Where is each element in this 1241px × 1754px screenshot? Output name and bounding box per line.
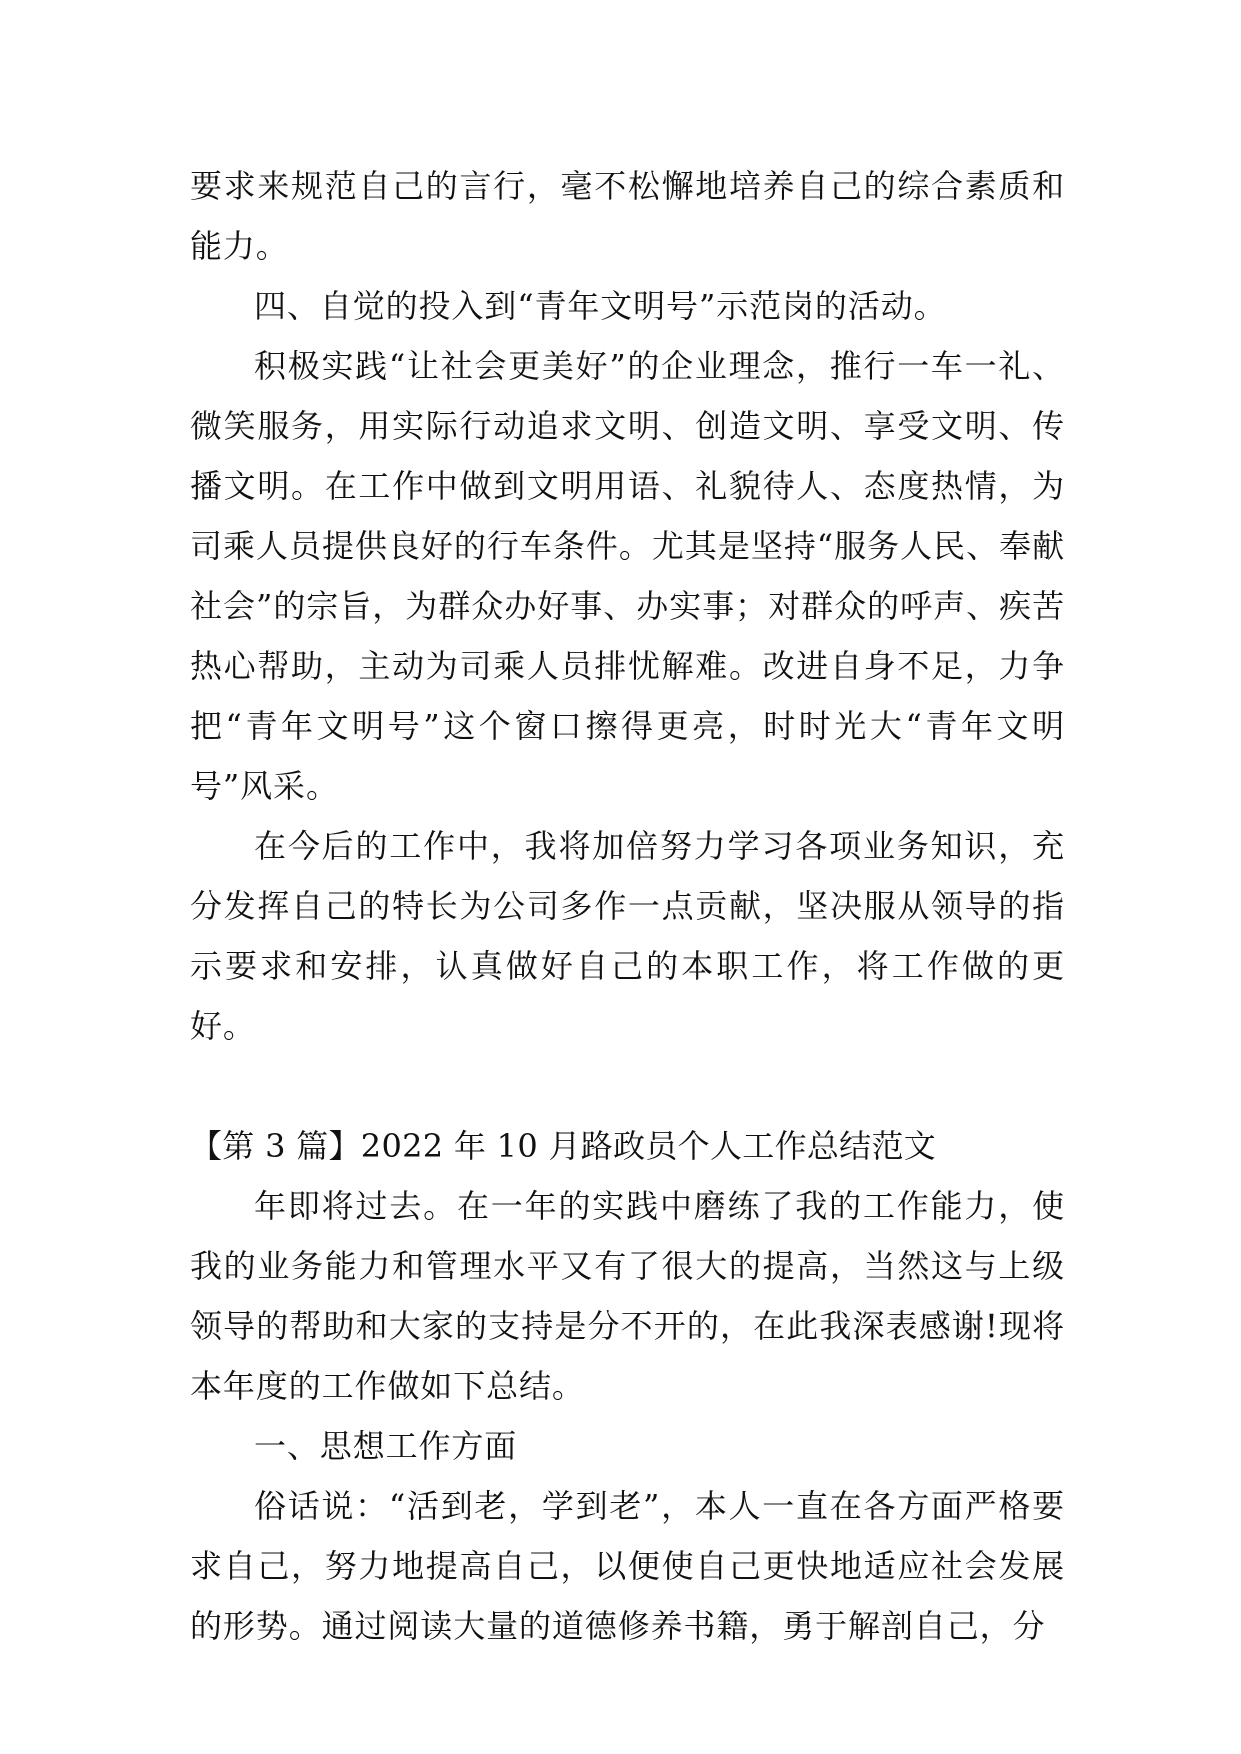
document-body bbox=[190, 156, 1065, 1656]
article-title: 【第 3 篇】2022 年 10 月路政员个人工作总结范文 bbox=[190, 1127, 937, 1165]
paragraph-continuation: 要求来规范自己的言行，毫不松懈地培养自己的综合素质和能力。 bbox=[190, 167, 1065, 265]
paragraph-self-improvement: 俗话说：“活到老，学到老”，本人一直在各方面严格要求自己，努力地提高自己，以便使自己更快地适应社会发展的形势。通过阅读大量的道德修养书籍，勇于解剖自己，分 bbox=[190, 1487, 1065, 1645]
paragraph-civilization: 积极实践“让社会更美好”的企业理念，推行一车一礼、微笑服务，用实际行动追求文明、创造文明、享受文明、传播文明。在工作中做到文明用语、礼貌待人、态度热情，为司乘人员提供良好的行车条件。尤其是坚持“服务人民、奉献社会”的宗旨，为群众办好事、办实事；对群众的呼声、疾苦热心帮助，主动为司乘人员排忧解难。改进自身不足，力争把“青年文明号”这个窗口擦得更亮，时时光大“青年文明号”风采。 bbox=[190, 347, 1065, 805]
section-heading-one: 一、思想工作方面 bbox=[254, 1427, 518, 1465]
paragraph-future-work: 在今后的工作中，我将加倍努力学习各项业务知识，充分发挥自己的特长为公司多作一点贡献，坚决服从领导的指示要求和安排，认真做好自己的本职工作，将工作做的更好。 bbox=[190, 827, 1065, 1045]
paragraph-year-summary: 年即将过去。在一年的实践中磨练了我的工作能力，使我的业务能力和管理水平又有了很大的提高，当然这与上级领导的帮助和大家的支持是分不开的，在此我深表感谢!现将本年度的工作做如下总结。 bbox=[190, 1187, 1065, 1405]
paragraph-spacer bbox=[190, 1056, 1065, 1116]
section-heading-four: 四、自觉的投入到“青年文明号”示范岗的活动。 bbox=[254, 287, 947, 325]
